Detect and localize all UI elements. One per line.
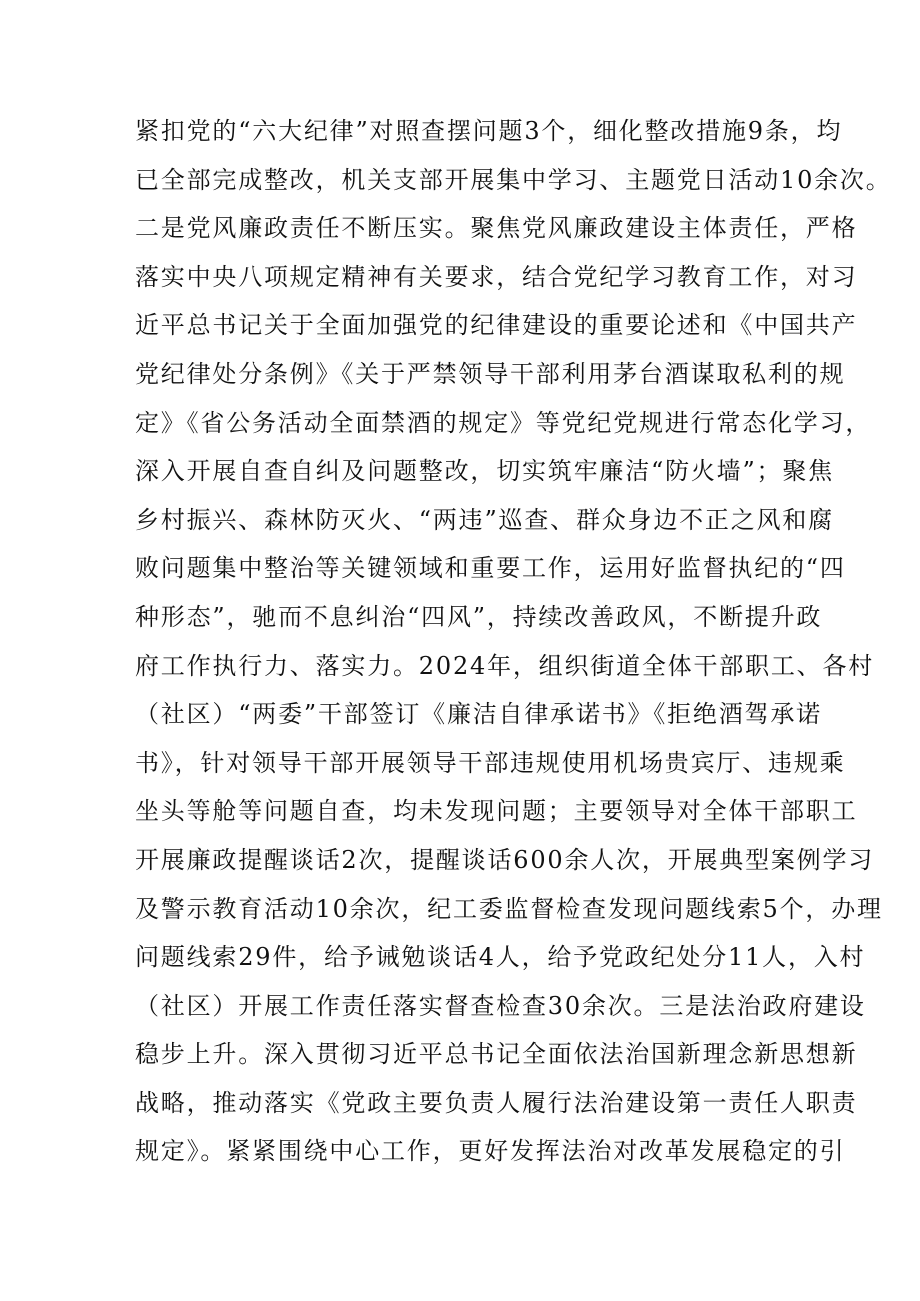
text-line: 稳步上升。深入贯彻习近平总书记全面依法治国新理念新思想新 [135, 1040, 858, 1069]
text-line: 定》《省公务活动全面禁酒的规定》等党纪党规进行常态化学习， [135, 408, 872, 437]
text-line: 深入开展自查自纠及问题整改，切实筑牢廉洁“防火墙”；聚焦 [135, 457, 834, 486]
text-line: 问题线索29件，给予诫勉谈话4人，给予党政纪处分11人，入村 [135, 943, 866, 972]
text-line: 书》，针对领导干部开展领导干部违规使用机场贵宾厅、违规乘 [135, 748, 846, 777]
text-line: 开展廉政提醒谈话2次，提醒谈话600余人次，开展典型案例学习 [135, 845, 875, 874]
text-line: 已全部完成整改，机关支部开展集中学习、主题党日活动10余次。 [135, 165, 892, 194]
text-line: 种形态”，驰而不息纠治“四风”，持续改善政风，不断提升政 [135, 602, 823, 631]
text-line: 战略，推动落实《党政主要负责人履行法治建设第一责任人职责 [135, 1088, 858, 1117]
text-line: 府工作执行力、落实力。2024年，组织街道全体干部职工、各村 [135, 651, 875, 680]
text-line: （社区）开展工作责任落实督查检查30余次。三是法治政府建设 [135, 991, 866, 1020]
text-line: 乡村振兴、森林防灭火、“两违”巡查、群众身边不正之风和腐 [135, 505, 834, 534]
text-line: 二是党风廉政责任不断压实。聚焦党风廉政建设主体责任，严格 [135, 214, 858, 243]
text-line: 落实中央八项规定精神有关要求，结合党纪学习教育工作，对习 [135, 262, 858, 291]
text-line: 败问题集中整治等关键领域和重要工作，运用好监督执纪的“四 [135, 554, 846, 583]
body-text [135, 107, 892, 1176]
text-line: 规定》。紧紧围绕中心工作，更好发挥法治对改革发展稳定的引 [135, 1137, 846, 1166]
text-line: 近平总书记关于全面加强党的纪律建设的重要论述和《中国共产 [135, 311, 858, 340]
text-line: 党纪律处分条例》《关于严禁领导干部利用茅台酒谋取私利的规 [135, 359, 846, 388]
text-line: 紧扣党的“六大纪律”对照查摆问题3个，细化整改措施9条，均 [135, 117, 843, 145]
text-line: 坐头等舱等问题自查，均未发现问题；主要领导对全体干部职工 [135, 797, 858, 826]
text-line: 及警示教育活动10余次，纪工委监督检查发现问题线索5个，办理 [135, 894, 883, 923]
text-line: （社区）“两委”干部签订《廉洁自律承诺书》《拒绝酒驾承诺 [135, 700, 822, 729]
